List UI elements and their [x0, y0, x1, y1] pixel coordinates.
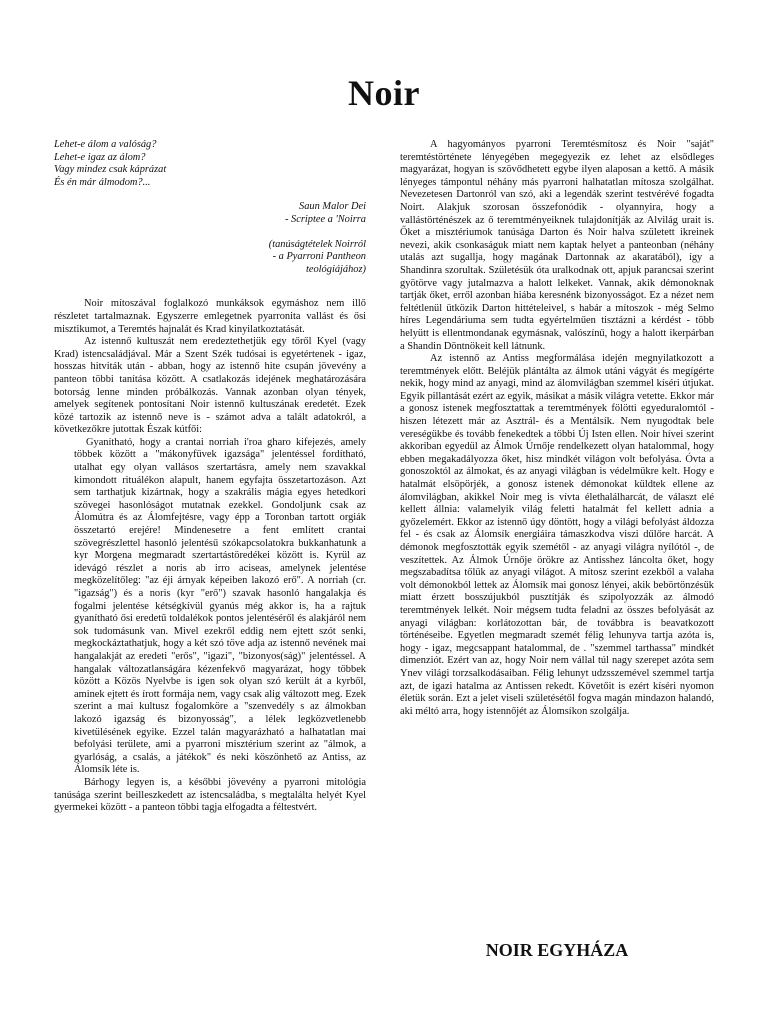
source-line: (tanúságtételek Noirról: [268, 238, 366, 250]
author-line: - Scriptee a 'Noirra: [284, 213, 366, 225]
epigraph-author: [54, 201, 366, 226]
quoted-passage: [54, 437, 366, 777]
poem-line: Lehet-e álom a valóság?: [54, 139, 157, 150]
poem-line: Lehet-e igaz az álom?: [54, 151, 146, 163]
right-column: [400, 139, 714, 718]
poem-line: Vagy mindez csak káprázat: [54, 164, 167, 176]
epigraph-poem: [54, 139, 366, 189]
epigraph-source: [54, 239, 366, 277]
page-title: Noir: [348, 73, 420, 113]
left-column: [54, 139, 366, 815]
signature: NOIR EGYHÁZA: [485, 940, 629, 960]
body-paragraph: Az istennő az Antiss megformálása idején megnyilatkozott a teremtmények előtt. Beléjük plántálta az álmok utáni vágyát és megígérte nekik, hogy mind az anyagi, mind az álomvilágban szemmel kíséri útjukat. Egyik pillantását ezért az egyik, másikat a másik világra vetette. Ekkor már a gonosz istenek megfosztattak a teremtmények fölötti egyeduralomtól - hiszen létezett már az Asztrál- és a Mentálsík. Nem nyugodtak bele vereségükbe és tovább fenekedtek a többi Új Isten ellen. Noir hívei szerint akkoriban egyedül az Álmok Úrnője rendelkezett olyan hatalommal, hogy ebben megakadályozza őket, hisz mindkét világon volt befolyása. Óvta a gonoszoktól az álmokat, és az anyagi világban is védelmükre kelt. Hogy e hatalmát elsöpörjék, a gonosz istenek démonokat küldtek ellene az álomvilágban, akikkel Noir meg is vívta élethalálharcát, de választ elé kellett állnia: valamelyik világ feletti hatalmát fel kellett adnia a győzelemért. Ekkor az istennő úgy döntött, hogy a világi befolyást áldozza fel - és csak az Álomsík energiáira támaszkodva viszi dűlőre harcát. A démonok megfosztották egyik szemétől - az anyagi világra nyílótól -, de veszítettek. Az Álmok Úrnője örökre az Antisshez láncolta őket, hogy megszabadítsa tőlük az anyagi világot. A mítosz szerint ezekből a valaha volt démonokból lettek az Álomsík mai gonosz lényei, akik bebörtönzésük miatt érzett bosszújukból pusztítják és szipolyozzák az álmodó teremtmények lelkét. Noir mégsem tudta feladni az összes befolyását az anyagi világban: korlátozottan bár, de továbbra is beavatkozott történéseibe. Egyetlen megmaradt szemét félig lehunyva tartja azóta is, hogy - igaz, megcsappant hatalommal, de . "szemmel tarthassa" mindkét dimenziót. Ezért van az, hogy Noir nem vállal túl nagy szerepet azóta sem Ynev világi torzsalkodásaiban. Félig lehunyt udzsszemével szemmel tartja azt, de igazi hatalma az Antissen rekedt. Követőit is ezért kíséri nyomon életük során. Ezt a jelet viseli születésétől fogva magán mindazon halandó, aki méltó arra, hogy istennőjét az Álomsíkon szolgálja.: [400, 353, 714, 717]
body-paragraph: Noir mítoszával foglalkozó munkáksok egymáshoz nem illő részletet tartalmaznak. Egyszerre emlegetnek pyarronita vallást és ősi misztikumot, a Teremtés hajnalát és Krad kinyilatkoztatását.: [54, 298, 366, 335]
poem-line: És én már álmodom?...: [54, 176, 151, 188]
source-line: - a Pyarroni Pantheon: [272, 251, 366, 263]
body-paragraph: Bárhogy legyen is, a későbbi jövevény a pyarroni mitológia tanúsága szerint beilleszkedett az istencsaládba, s megtalálta helyét Kyel gyermekei között - a panteon többi tagja elfogadta a féltestvért.: [54, 776, 366, 814]
author-line: Saun Malor Dei: [299, 201, 366, 213]
source-line: teológiájához): [305, 263, 366, 275]
body-paragraph: A hagyományos pyarroni Teremtésmítosz és Noir "saját" teremtéstörténete lényegében megegyezik ez lehet az elsődleges magyarázat, hogyan is szövődhetett egybe ilyen alaposan a kettő. A másik lényeges támpontul néhány más pyarroni halhatatlan mítosza szolgálhat. Nevezetesen Dartonról van szó, aki a legendák szerint testvérévé fogadta Noirt. Alakjuk szorosan összefonódik - olyannyira, hogy a vallástörténészek az ő teremtményeiknek tulajdonítják az Alvilág urait is. Őket a misztériumok tanúsága Darton és Noir halva született ikreinek nevezi, akik csonkaságuk miatt nem kaptak helyet a panteonban (néhány utalás azt sugallja, hogy magának Dartonnak az akaratából), így a Shandinra szorultak. Születésük óta uralkodnak ott, apjuk parancsai szerint gyötörve vagy jutalmazva a halott lelkeket. Vannak, akik démonoknak tartják őket, erről azonban hiába keresnénk bizonyosságot. Ez a nézet nem feltétlenül ütközik Darton hittételeivel, s habár a mítoszok - még Selmo híres Legendáriuma sem tudta egyértelműen tisztázni a kérdést - több helyütt is ellentmondanak egymásnak, valószínű, hogy a halott ikerpárban a Shandin Döntnökeit kell látnunk.: [400, 139, 714, 352]
quote-paragraph: Gyanítható, hogy a crantai norriah i'roa gharo kifejezés, amely többek között a "mákonyfüvek igazsága" jelentéssel fordítható, utalhat egy olyan vallásos szertartásra, amely nem szavakkal kimondott rituálékon alapult, hanem egyfajta összetartozáson. Azt sem tarthatjuk kizártnak, hogy a szakrális mágia egyes hetedkori szövegei hasonlóságot mutatnak ezekkel. Gondoljunk csak az Álomútra és az Álomfejtésre, vagy épp a Toronban tartott orgiák összetartó erejére! Mindenesetre a fent említett crantai szövegrészlettel hasonló jelentésű szókapcsolatokra bukkanhatunk a kyr Morgena megmaradt szertartástöredékei között is. Kyrül az idevágó részlet a noris ab irro aciseas, amelynek jelentése megközelítőleg: "az éji árnyak képeiben lakozó erő". A norriah (cr. "igazság") és a noris (kyr "erő") szavak hasonló hangalakja és fogalmi jelentése kétségkívül gyanús még akkor is, ha a rajtuk gyanítható ősi eredetű toldalékok pontos jelentéséről és alakjáról nem sok tudomásunk van. Mivel ezekről eddig nem ejtett szót senki, megkockáztathatjuk, hogy a két szó töve adja az istennő nevének mai hangalakját az eredeti "erős", "igazi", "bizonyos(ság)" jelentéssel. A hangalak változatlanságára kézenfekvő magyarázat, hogy többek között a Közös Nyelvbe is igen sok olyan szó került át a kyrből, aminek ejtett és írott formája nem, vagy csak alig változott meg. Ezek szerint a mai kultusz fogalomköre a "szenvedély s az álmokban lakozó igazság és bizonyosság", a lélek legközvetlenebb kivetülésének egyike. Ezzel talán magyarázható a halhatatlan mai befolyási területe, ami a pyarroni misztérium szerint az "álmok, a gyarlóság, a csalás, a játékok" és neki köszönhető az Antiss, az Álomsík léte is.: [74, 436, 366, 776]
body-paragraph: Az istennő kultuszát nem eredeztethetjük egy tőről Kyel (vagy Krad) istencsaládjával. Már a Szent Szék tudósai is egyetértenek - igaz, hosszas hitviták után - abban, hogy az istennő hite csupán jövevény a panteon többi tanítása között. A csatlakozás idejének meghatározására botorság lenne minden próbálkozás. Vannak azonban olyan tények, amelyek segítenek pontosítani Noir istennő kultuszának eredetét. Ezek közé tartozik az istennő neve is - számot adva a talált adatokról, a következőkre jutottak Észak kútfői:: [54, 336, 366, 436]
